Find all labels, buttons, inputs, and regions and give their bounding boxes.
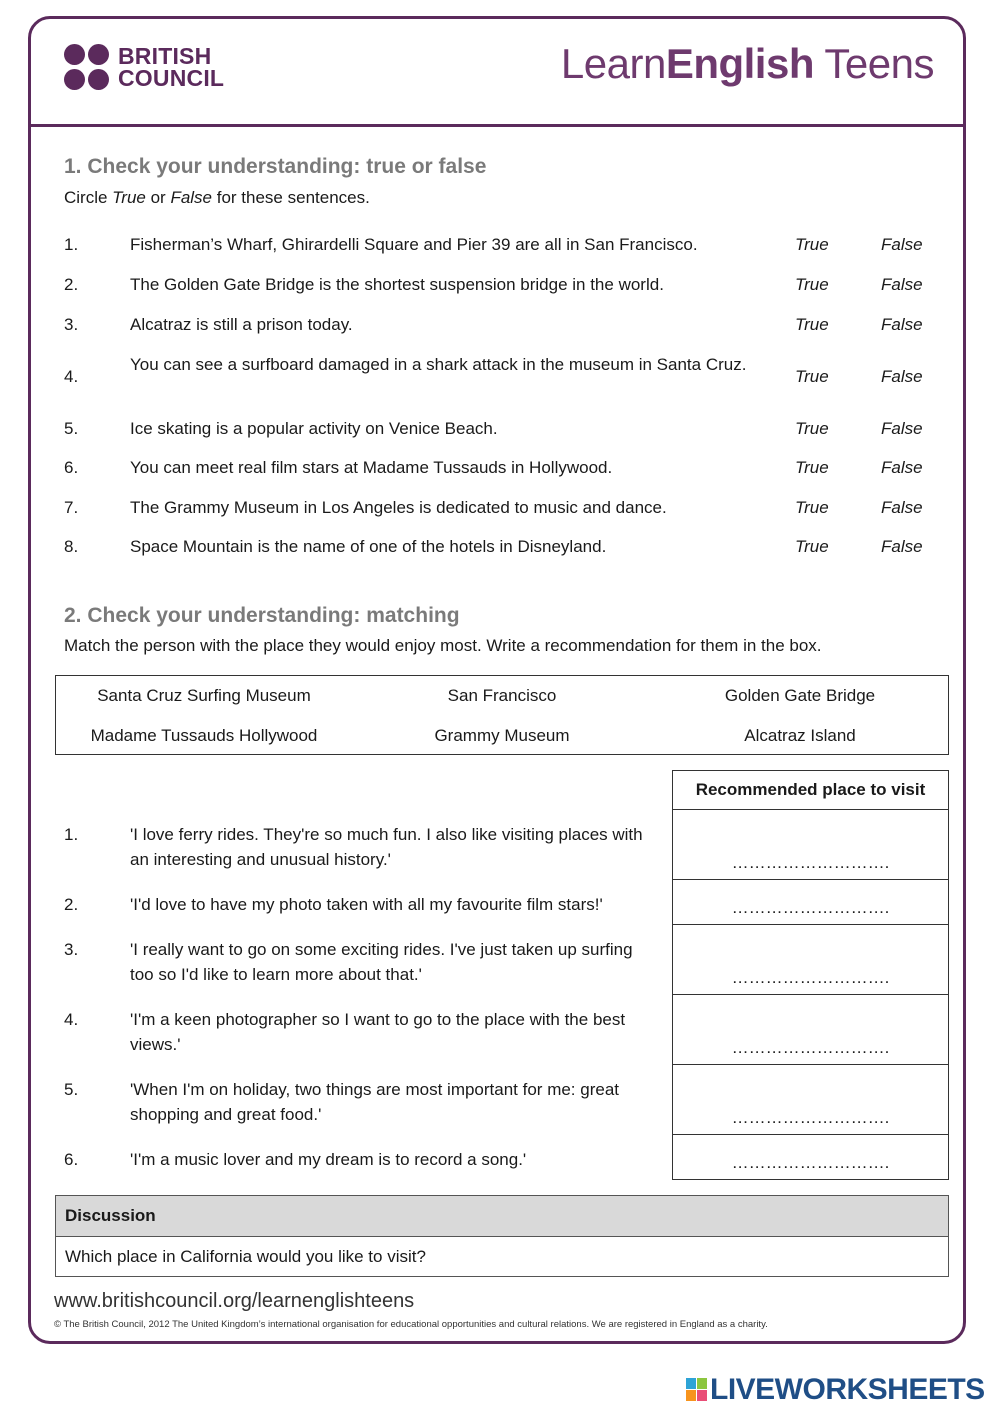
discussion-box bbox=[55, 1195, 949, 1277]
false-option[interactable]: False bbox=[881, 315, 923, 334]
place-option: Grammy Museum bbox=[434, 726, 570, 745]
true-option[interactable]: True bbox=[795, 458, 829, 477]
true-option[interactable]: True bbox=[795, 419, 829, 438]
footer-copyright: © The British Council, 2012 The United Kingdom’s international organisation for educational opportunities and cultural relations. We are registered in England as a charity. bbox=[54, 1319, 768, 1330]
true-option[interactable]: True bbox=[795, 537, 829, 556]
recommendation-answer-field[interactable] bbox=[673, 810, 948, 880]
section2-title: 2. Check your understanding: matching bbox=[64, 604, 460, 627]
false-option[interactable]: False bbox=[881, 235, 923, 254]
true-option[interactable]: True bbox=[795, 235, 829, 254]
tf-item-statement: Ice skating is a popular activity on Venice Beach. bbox=[130, 419, 498, 438]
true-option[interactable]: True bbox=[795, 315, 829, 334]
tf-item-statement: Fisherman’s Wharf, Ghirardelli Square and Pier 39 are all in San Francisco. bbox=[130, 235, 698, 254]
header-divider bbox=[28, 124, 966, 127]
british-council-wordmark: BRITISH COUNCIL bbox=[118, 43, 225, 91]
discussion-question: Which place in California would you like to visit? bbox=[65, 1247, 426, 1266]
false-option[interactable]: False bbox=[881, 275, 923, 294]
matching-item-number: 4. bbox=[64, 1010, 79, 1029]
matching-item-number: 1. bbox=[64, 825, 79, 844]
tf-item bbox=[64, 456, 944, 480]
tf-item bbox=[64, 417, 944, 441]
tf-item-number: 3. bbox=[64, 315, 79, 334]
false-option[interactable]: False bbox=[881, 458, 923, 477]
learnenglish-teens-logo: LearnEnglish Teens bbox=[560, 40, 934, 87]
place-option: Madame Tussauds Hollywood bbox=[90, 726, 318, 745]
matching-item-quote: 'When I'm on holiday, two things are most important for me: great shopping and great food.' bbox=[130, 1080, 619, 1124]
tf-item-number: 5. bbox=[64, 419, 79, 438]
recommendation-answer-field[interactable] bbox=[673, 880, 948, 925]
tf-item-statement: Alcatraz is still a prison today. bbox=[130, 315, 353, 334]
place-option: San Francisco bbox=[447, 686, 557, 705]
true-option[interactable]: True bbox=[795, 498, 829, 517]
recommendation-answer-field[interactable] bbox=[673, 925, 948, 995]
tf-item-number: 2. bbox=[64, 275, 79, 294]
matching-item-quote: 'I love ferry rides. They're so much fun. I also like visiting places with an interesting and unusual history.' bbox=[130, 825, 643, 869]
british-council-dots-icon bbox=[64, 44, 110, 92]
tf-item-number: 4. bbox=[64, 367, 79, 386]
answer-blank: ………………………. bbox=[731, 1038, 890, 1057]
matching-item-number: 2. bbox=[64, 895, 79, 914]
recommendation-answer-field[interactable] bbox=[673, 1135, 948, 1179]
tf-item bbox=[64, 535, 944, 559]
tf-item-statement: The Golden Gate Bridge is the shortest suspension bridge in the world. bbox=[130, 275, 664, 294]
matching-item-quote: 'I really want to go on some exciting rides. I've just taken up surfing too so I'd like to learn more about that.' bbox=[130, 940, 633, 984]
tf-item bbox=[64, 313, 944, 337]
recommendation-answer-field[interactable] bbox=[673, 995, 948, 1065]
liveworksheets-logo bbox=[686, 1372, 986, 1408]
section1-title: 1. Check your understanding: true or false bbox=[64, 155, 487, 178]
place-option: Alcatraz Island bbox=[744, 726, 856, 745]
tf-item bbox=[64, 233, 944, 257]
tf-item-statement: The Grammy Museum in Los Angeles is dedicated to music and dance. bbox=[130, 498, 667, 517]
recommendation-table bbox=[672, 770, 949, 1180]
tf-item-statement: You can meet real film stars at Madame Tussauds in Hollywood. bbox=[130, 458, 613, 477]
tf-item-statement: Space Mountain is the name of one of the hotels in Disneyland. bbox=[130, 537, 607, 556]
false-option[interactable]: False bbox=[881, 498, 923, 517]
tf-item-number: 7. bbox=[64, 498, 79, 517]
matching-item-number: 5. bbox=[64, 1080, 79, 1099]
tf-item bbox=[64, 353, 944, 401]
answer-blank: ………………………. bbox=[731, 1108, 890, 1127]
liveworksheets-squares-icon bbox=[686, 1378, 708, 1402]
tf-item bbox=[64, 273, 944, 297]
matching-item-quote: 'I'm a keen photographer so I want to go to the place with the best views.' bbox=[130, 1010, 626, 1054]
recommendation-header: Recommended place to visit bbox=[673, 771, 948, 810]
place-option: Golden Gate Bridge bbox=[724, 686, 876, 705]
false-option[interactable]: False bbox=[881, 419, 923, 438]
answer-blank: ………………………. bbox=[731, 1153, 890, 1172]
recommendation-answer-field[interactable] bbox=[673, 1065, 948, 1135]
section1-instructions: Circle True or False for these sentences. bbox=[64, 188, 370, 207]
footer-url-link[interactable]: www.britishcouncil.org/learnenglishteens bbox=[54, 1290, 415, 1312]
place-option: Santa Cruz Surfing Museum bbox=[97, 686, 311, 705]
false-option[interactable]: False bbox=[881, 367, 923, 386]
tf-item bbox=[64, 496, 944, 520]
section2-instructions: Match the person with the place they would enjoy most. Write a recommendation for them in the box. bbox=[64, 636, 822, 655]
liveworksheets-wordmark: LIVEWORKSHEETS bbox=[710, 1373, 985, 1406]
tf-item-statement: You can see a surfboard damaged in a shark attack in the museum in Santa Cruz. bbox=[130, 355, 747, 374]
answer-blank: ………………………. bbox=[731, 898, 890, 917]
answer-blank: ………………………. bbox=[731, 853, 890, 872]
discussion-title: Discussion bbox=[56, 1196, 948, 1237]
answer-blank: ………………………. bbox=[731, 968, 890, 987]
tf-item-number: 6. bbox=[64, 458, 79, 477]
matching-item-number: 6. bbox=[64, 1150, 79, 1169]
matching-item-quote: 'I'm a music lover and my dream is to record a song.' bbox=[130, 1150, 527, 1169]
places-box bbox=[55, 675, 949, 755]
tf-item-number: 1. bbox=[64, 235, 79, 254]
tf-item-number: 8. bbox=[64, 537, 79, 556]
matching-item-quote: 'I'd love to have my photo taken with all my favourite film stars!' bbox=[130, 895, 603, 914]
matching-item-number: 3. bbox=[64, 940, 79, 959]
false-option[interactable]: False bbox=[881, 537, 923, 556]
true-option[interactable]: True bbox=[795, 275, 829, 294]
true-option[interactable]: True bbox=[795, 367, 829, 386]
